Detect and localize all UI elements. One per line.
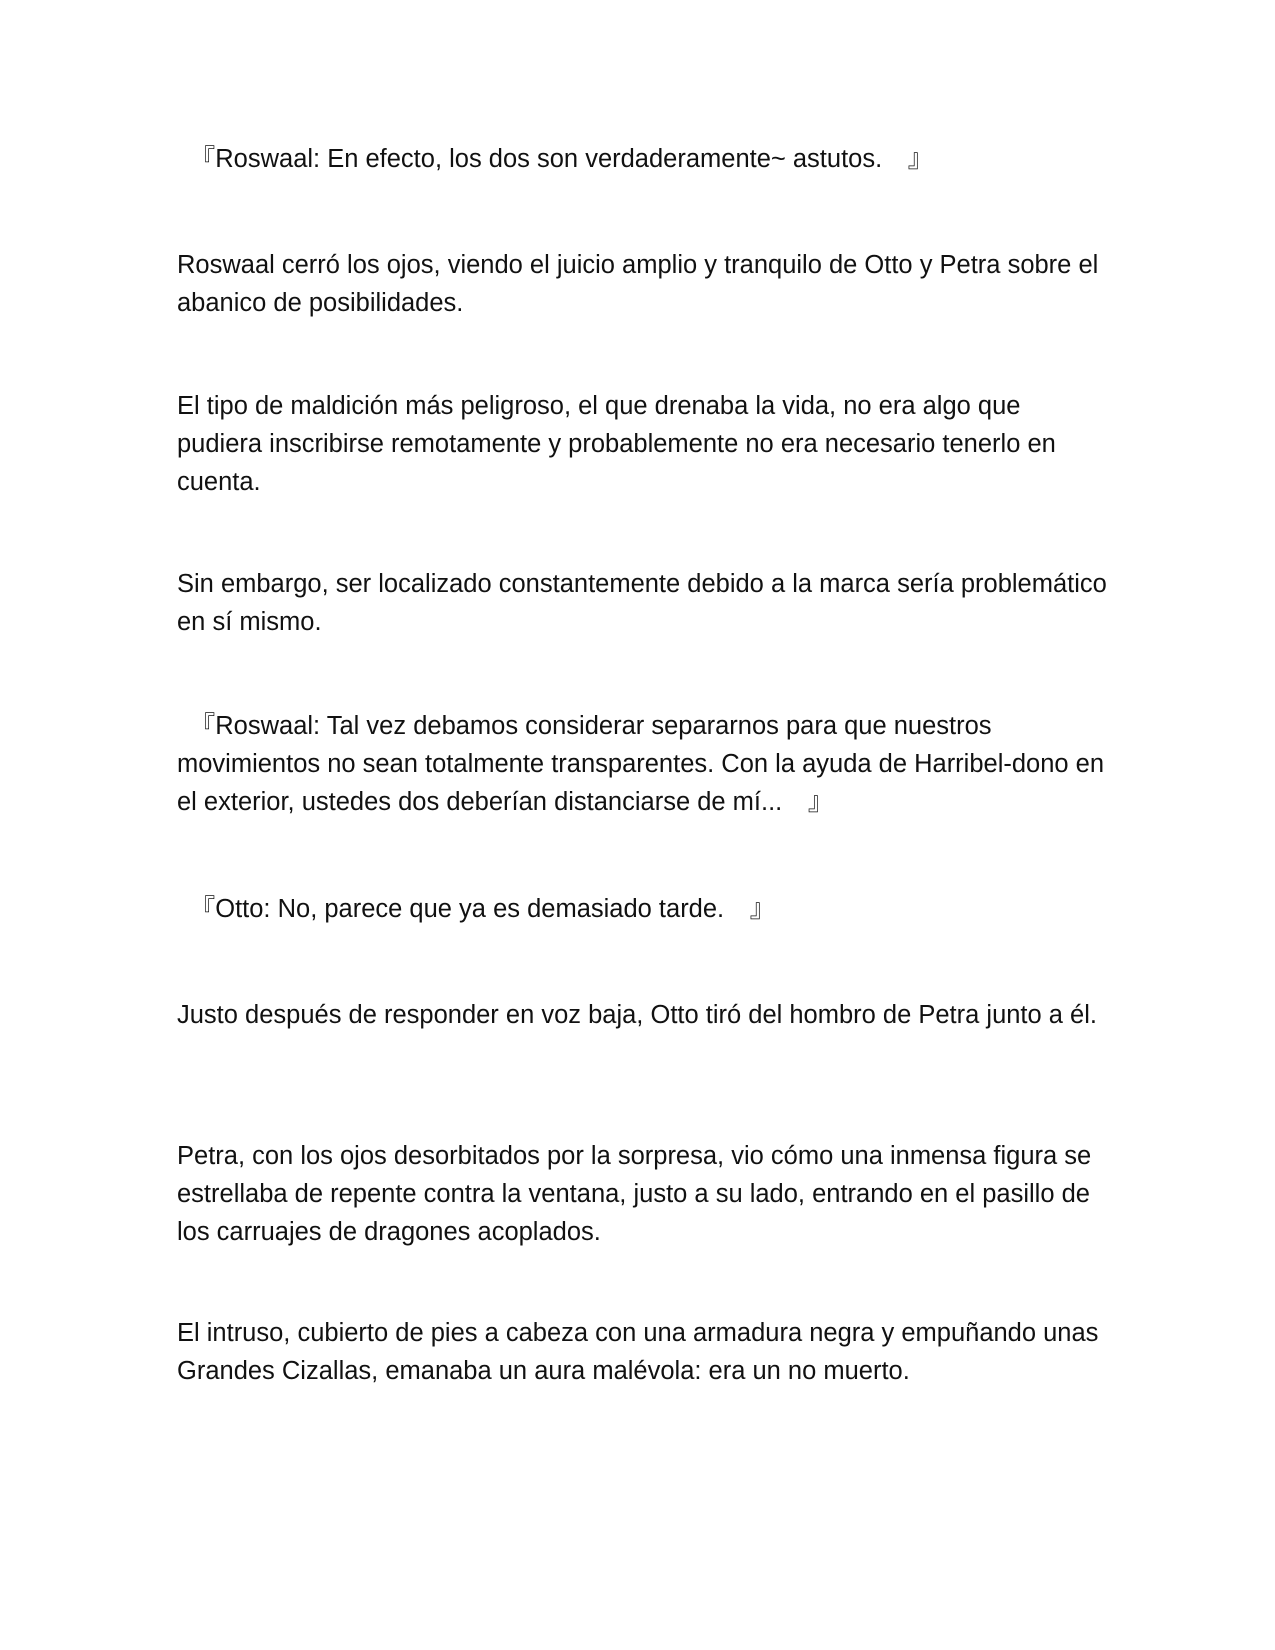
dialogue-paragraph-roswaal-2: 『Roswaal: Tal vez debamos considerar separarnos para que nuestros movimientos no sean totalmente transparentes. Con la ayuda de Harribel-dono en el exterior, ustedes dos deberían distanciarse de mí... 』 <box>177 712 1105 816</box>
narration-paragraph-5: Petra, con los ojos desorbitados por la sorpresa, vio cómo una inmensa figura se estrellaba de repente contra la ventana, justo a su lado, entrando en el pasillo de los carruajes de dragones acoplados. <box>177 1142 1092 1246</box>
dialogue-paragraph-otto: 『Otto: No, parece que ya es demasiado tarde. 』 <box>177 895 776 923</box>
narration-paragraph-6: El intruso, cubierto de pies a cabeza con una armadura negra y empuñando unas Grandes Cizallas, emanaba un aura malévola: era un no muerto. <box>177 1319 1099 1385</box>
narration-paragraph-3: Sin embargo, ser localizado constantemente debido a la marca sería problemático en sí mismo. <box>177 570 1107 636</box>
narration-paragraph-4: Justo después de responder en voz baja, Otto tiró del hombro de Petra junto a él. <box>177 1001 1097 1029</box>
narration-paragraph-1: Roswaal cerró los ojos, viendo el juicio amplio y tranquilo de Otto y Petra sobre el abanico de posibilidades. <box>177 251 1099 317</box>
dialogue-paragraph-roswaal-1: 『Roswaal: En efecto, los dos son verdaderamente~ astutos. 』 <box>177 145 934 173</box>
narration-paragraph-2: El tipo de maldición más peligroso, el que drenaba la vida, no era algo que pudiera inscribirse remotamente y probablemente no era necesario tenerlo en cuenta. <box>177 392 1056 496</box>
